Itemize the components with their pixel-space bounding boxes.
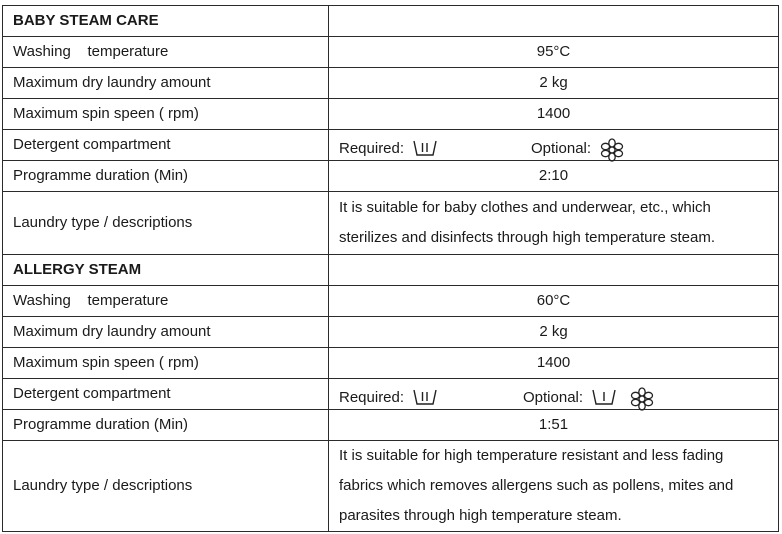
empty-cell xyxy=(329,255,779,286)
table-row xyxy=(3,441,779,532)
table-row xyxy=(3,255,779,286)
section-title: ALLERGY STEAM xyxy=(3,255,329,286)
row-label: Programme duration (Min) xyxy=(3,161,329,192)
row-value: 2 kg xyxy=(329,317,779,348)
row-label: Detergent compartment xyxy=(3,379,329,410)
row-value: 95°C xyxy=(329,37,779,68)
table-row xyxy=(3,99,779,130)
detergent-cell xyxy=(329,130,779,161)
row-description: It is suitable for high temperature resistant and less fading fabrics which removes allergens such as pollens, mites and parasites through high temperature steam. xyxy=(329,441,779,532)
flower-softener-icon xyxy=(629,387,655,409)
table-row xyxy=(3,192,779,255)
row-value: 1400 xyxy=(329,348,779,379)
table-row xyxy=(3,68,779,99)
table-row xyxy=(3,410,779,441)
row-label: Programme duration (Min) xyxy=(3,410,329,441)
flower-softener-icon xyxy=(599,138,625,160)
detergent-cell xyxy=(329,379,779,410)
row-label: Maximum dry laundry amount xyxy=(3,317,329,348)
row-label: Laundry type / descriptions xyxy=(3,441,329,532)
row-label: Maximum spin speen ( rpm) xyxy=(3,99,329,130)
table-row xyxy=(3,37,779,68)
required-label: Required: xyxy=(339,389,405,406)
table-row xyxy=(3,6,779,37)
optional-label: Optional: xyxy=(523,389,584,406)
row-value: 60°C xyxy=(329,286,779,317)
table-row xyxy=(3,379,779,410)
compartment-II-icon xyxy=(412,387,438,409)
table-row xyxy=(3,286,779,317)
table-row xyxy=(3,348,779,379)
row-value: 1:51 xyxy=(329,410,779,441)
row-value: 1400 xyxy=(329,99,779,130)
row-label: Maximum spin speen ( rpm) xyxy=(3,348,329,379)
row-label: Laundry type / descriptions xyxy=(3,192,329,255)
optional-label: Optional: xyxy=(531,140,592,157)
compartment-II-icon xyxy=(412,138,438,160)
required-label: Required: xyxy=(339,140,405,157)
section-title: BABY STEAM CARE xyxy=(3,6,329,37)
row-description: It is suitable for baby clothes and underwear, etc., which sterilizes and disinfects through high temperature steam. xyxy=(329,192,779,255)
empty-cell xyxy=(329,6,779,37)
row-value: 2:10 xyxy=(329,161,779,192)
row-value: 2 kg xyxy=(329,68,779,99)
table-row xyxy=(3,317,779,348)
compartment-I-icon xyxy=(591,387,617,409)
row-label: Washing temperature xyxy=(3,286,329,317)
programme-table xyxy=(2,5,779,532)
row-label: Maximum dry laundry amount xyxy=(3,68,329,99)
row-label: Detergent compartment xyxy=(3,130,329,161)
table-row xyxy=(3,161,779,192)
row-label: Washing temperature xyxy=(3,37,329,68)
table-row xyxy=(3,130,779,161)
